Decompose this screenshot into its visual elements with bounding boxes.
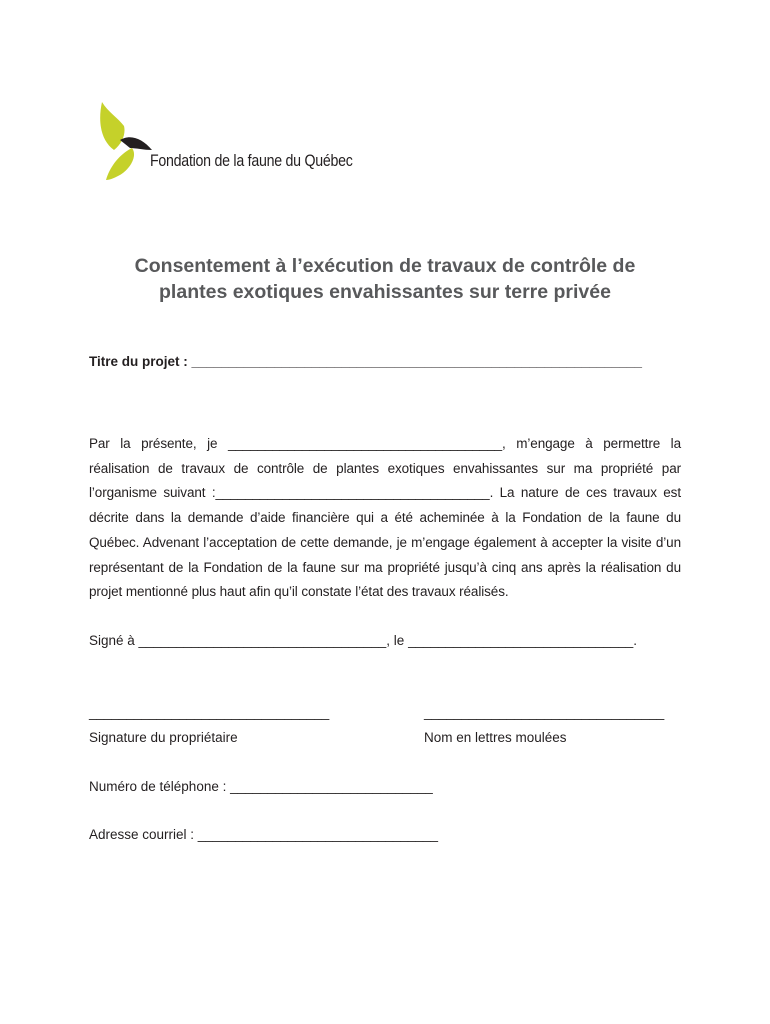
title-line-2: plantes exotiques envahissantes sur terre privée bbox=[159, 281, 611, 303]
document-title bbox=[60, 253, 710, 305]
logo-text: Fondation de la faune du Québec bbox=[150, 152, 353, 170]
signature-blank: ________________________________ bbox=[89, 705, 330, 720]
signature-label: Signature du propriétaire bbox=[89, 730, 238, 745]
consent-paragraph: Par la présente, je _____________________________________, m’engage à permettre la réalisation de travaux de contrôle de plantes exotiques envahissantes sur ma propriété par l’organisme suivant :_____________________________________. La nature de ces travaux est décrite dans la demande d’aide financière qui a été acheminée à la Fondation de la faune du Québec. Advenant l’acceptation de cette demande, je m’engage également à accepter la visite d’un représentant de la Fondation de la faune sur ma propriété jusqu’à cinq ans après la réalisation du projet mentionné plus haut afin qu’il constate l’état des travaux réalisés. bbox=[89, 436, 681, 600]
bird-logo-icon bbox=[96, 100, 156, 185]
phone-field: Numéro de téléphone : ___________________________ bbox=[89, 779, 433, 794]
project-title-field: Titre du projet : ____________________________________________________________ bbox=[89, 354, 642, 369]
name-blank: ________________________________ bbox=[424, 705, 665, 720]
email-field: Adresse courriel : ________________________________ bbox=[89, 827, 439, 842]
foundation-logo bbox=[96, 100, 353, 185]
signed-place-date-field: Signé à _________________________________, le ______________________________. bbox=[89, 633, 638, 648]
title-line-1: Consentement à l’exécution de travaux de contrôle de bbox=[134, 255, 636, 277]
name-label: Nom en lettres moulées bbox=[424, 730, 567, 745]
